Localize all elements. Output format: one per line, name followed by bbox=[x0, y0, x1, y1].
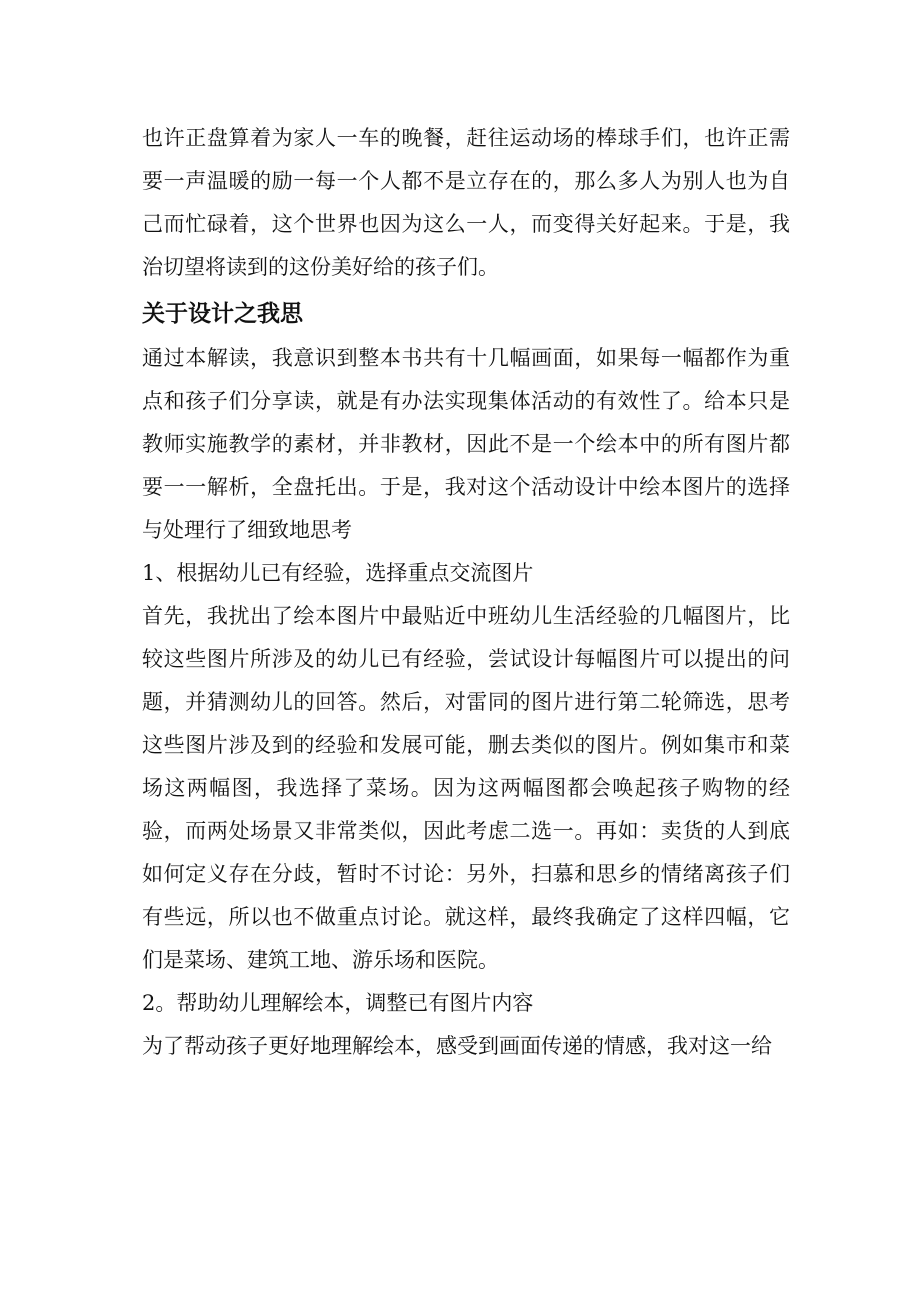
subheading-select-images: 1、根据幼儿已有经验，选择重点交流图片 bbox=[142, 561, 534, 585]
paragraph-design-thoughts: 通过本解读，我意识到整本书共有十几幅画面，如果每一幅都作为重点和孩子们分享读，就是有办法实现集体活动的有效性了。给本只是教师实施教学的素材，并非教材，因此不是一个绘本中的所有图片都要一一解析，全盘托出。于是，我对这个活动设计中绘本图片的选择与处理行了细致地思考 bbox=[142, 346, 790, 542]
document-body bbox=[142, 117, 790, 1068]
paragraph-adjust-images: 为了帮动孩子更好地理解绘本，感受到画面传递的情感，我对这一给 bbox=[142, 1034, 772, 1058]
subheading-adjust-images: 2。帮助幼儿理解绘本，调整已有图片内容 bbox=[142, 991, 534, 1015]
paragraph-intro: 也许正盘算着为家人一车的晚餐，赶往运动场的棒球手们，也许正需要一声温暖的励一每一个人都不是立存在的，那么多人为别人也为自己而忙碌着，这个世界也因为这么一人，而变得关好起来。于是，我治切望将读到的这份美好给的孩子们。 bbox=[142, 126, 790, 279]
section-heading: 关于设计之我思 bbox=[142, 301, 303, 327]
paragraph-select-images: 首先，我扰出了绘本图片中最贴近中班幼儿生活经验的几幅图片，比较这些图片所涉及的幼儿已有经验，尝试设计每幅图片可以提出的问题，并猜测幼儿的回答。然后，对雷同的图片进行第二轮筛选，思考这些图片涉及到的经验和发展可能，删去类似的图片。例如集市和菜场这两幅图，我选择了菜场。因为这两幅图都会唤起孩子购物的经验，而两处场景又非常类似，因此考虑二选一。再如：卖货的人到底如何定义存在分歧，暂时不讨论：另外，扫慕和思乡的情绪离孩子们有些远，所以也不做重点讨论。就这样，最终我确定了这样四幅，它们是菜场、建筑工地、游乐场和医院。 bbox=[142, 604, 790, 972]
